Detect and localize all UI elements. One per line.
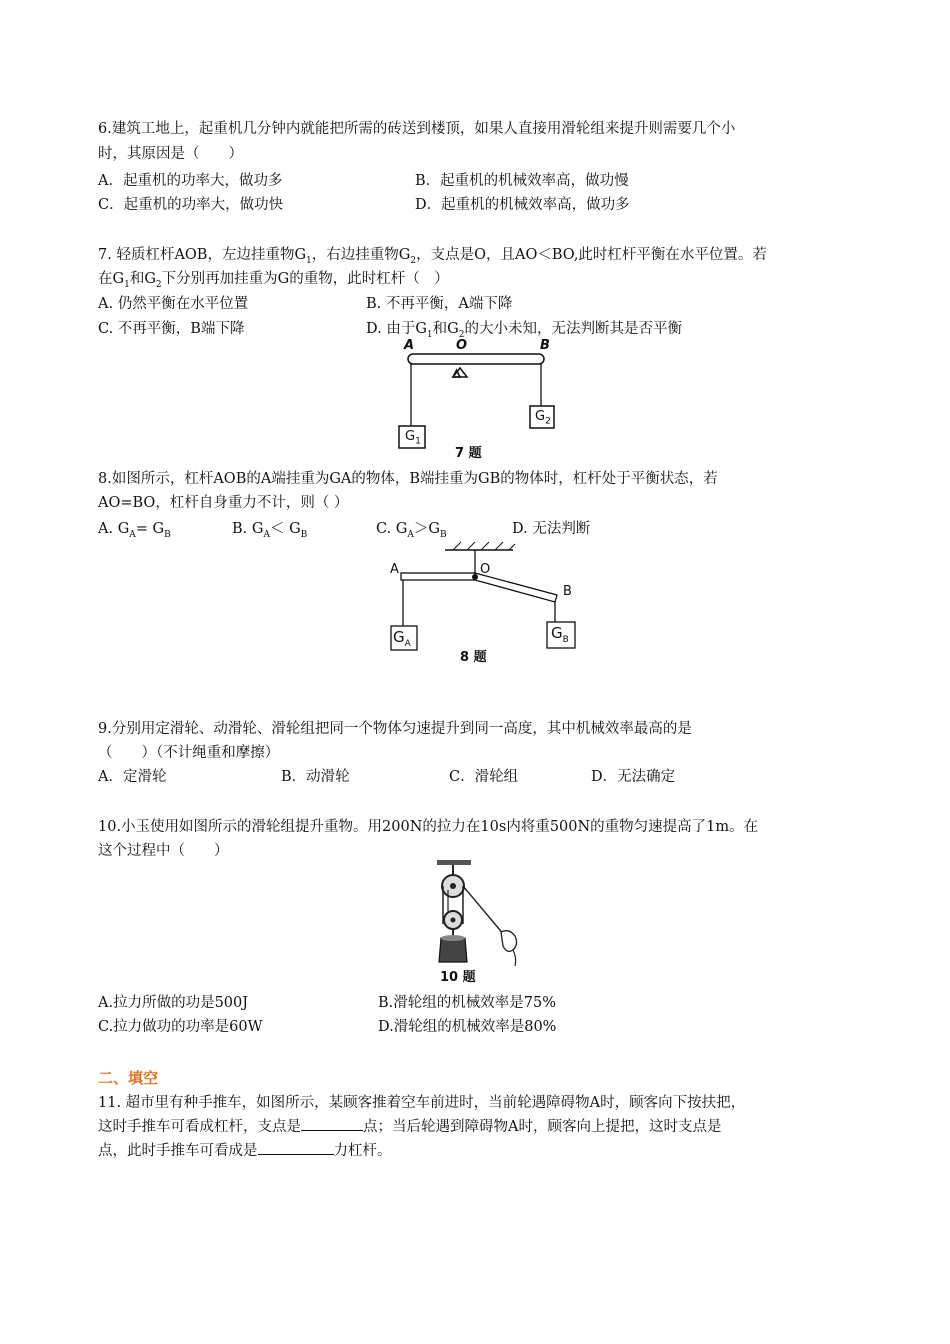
q8-stem-line2: AO=BO，杠杆自身重力不计，则（ ） <box>98 495 349 511</box>
section-fill-in-title: 二、填空 <box>98 1069 159 1087</box>
q8-option-b: B. $G_A< G_B$ <box>232 521 308 540</box>
q9-option-c: C．滑轮组 <box>449 769 519 785</box>
q7-label-b: B <box>540 338 550 353</box>
q10-ceiling-mount <box>437 860 471 865</box>
q8-label-ga: $G_A$ <box>393 628 411 649</box>
q9-option-d: D．无法确定 <box>591 769 676 785</box>
q11-line3: 点，此时手推车可看成是 力杠杆。 <box>98 1140 392 1162</box>
q7-option-d: D. 由于$G_1$和$G_2$的大小未知，无法判断其是否平衡 <box>366 321 682 340</box>
q8-label-a: A <box>390 562 399 577</box>
q6-option-a: A．起重机的功率大，做功多 <box>98 173 283 189</box>
q10-stem-line2: 这个过程中（ ） <box>98 843 229 859</box>
q9-option-b: B．动滑轮 <box>281 769 350 785</box>
q7-label-o: O <box>456 338 468 353</box>
q8-lever-right-arm <box>475 573 557 602</box>
q8-lever-left-arm <box>401 573 475 580</box>
q8-label-gb: $G_B$ <box>551 624 569 645</box>
q7-option-c: C. 不再平衡，B端下降 <box>98 321 245 337</box>
q8-stem-line1: 8.如图所示，杠杆AOB的A端挂重为GA的物体，B端挂重为GB的物体时，杠杆处于平衡状态，若 <box>98 471 718 487</box>
q10-caption: 10 题 <box>440 970 476 985</box>
q11-blank-2[interactable] <box>258 1140 334 1155</box>
q9-stem-line1: 9.分别用定滑轮、动滑轮、滑轮组把同一个物体匀速提升到同一高度，其中机械效率最高的是 <box>98 721 692 737</box>
q9-option-a: A．定滑轮 <box>98 769 167 785</box>
q7-label-a: A <box>404 338 415 353</box>
q10-pull-rope <box>463 886 505 936</box>
q6-option-c: C．起重机的功率大，做功快 <box>98 197 284 213</box>
q6-stem-line1: 6.建筑工地上，起重机几分钟内就能把所需的砖送到楼顶，如果人直接用滑轮组来提升则需要几个小 <box>98 121 736 137</box>
q8-pivot <box>472 574 478 580</box>
q9-stem-line2: （ ）（不计绳重和摩擦） <box>98 745 280 761</box>
q11-line2: 这时手推车可看成杠杆，支点是 点；当后轮遇到障碍物A时，顾客向上提把，这时支点是 <box>98 1116 721 1138</box>
q8-caption: 8 题 <box>460 650 487 665</box>
q10-option-a: A.拉力所做的功是500J <box>98 995 249 1011</box>
q7-stem-line2: 在$G_1$和$G_2$下分别再加挂重为G的重物，此时杠杆（ ） <box>98 271 449 290</box>
q8-option-a: A. $G_A= G_B$ <box>98 521 171 540</box>
q10-pulley-figure <box>425 858 525 970</box>
q7-label-g1: $G_1$ <box>405 429 421 447</box>
q6-option-b: B．起重机的机械效率高，做功慢 <box>415 173 629 189</box>
q8-label-b: B <box>563 584 572 599</box>
q8-option-c: C. $G_A>G_B$ <box>376 521 447 540</box>
q7-lever-bar <box>408 354 544 364</box>
q6-stem-line2: 时，其原因是（ ） <box>98 146 243 162</box>
q8-option-d: D. 无法判断 <box>512 521 591 537</box>
q7-stem-line1: 7. 轻质杠杆AOB，左边挂重物$G_1$，右边挂重物$G_2$，支点是O，且AO＜BO,此时杠杆平衡在水平位置。若 <box>98 247 767 266</box>
q11-line1: 11. 超市里有种手推车，如图所示，某顾客推着空车前进时，当前轮遇障碍物A时，顾客向下按扶把， <box>98 1095 746 1111</box>
q10-hand-icon <box>501 931 517 952</box>
q10-option-c: C.拉力做功的功率是60W <box>98 1019 263 1035</box>
q7-label-g2: $G_2$ <box>535 409 551 427</box>
q10-option-d: D.滑轮组的机械效率是80% <box>378 1019 557 1035</box>
q7-option-b: B. 不再平衡，A端下降 <box>366 296 513 312</box>
q7-option-a: A. 仍然平衡在水平位置 <box>98 296 249 312</box>
q7-caption: 7 题 <box>455 446 482 461</box>
q10-option-b: B.滑轮组的机械效率是75% <box>378 995 556 1011</box>
q6-option-d: D．起重机的机械效率高，做功多 <box>415 197 630 213</box>
q10-weight <box>439 938 467 962</box>
q10-stem-line1: 10.小玉使用如图所示的滑轮组提升重物。用200N的拉力在10s内将重500N的重物匀速提高了1m。在 <box>98 819 759 835</box>
q8-label-o: O <box>480 562 491 577</box>
q11-blank-1[interactable] <box>301 1116 363 1131</box>
